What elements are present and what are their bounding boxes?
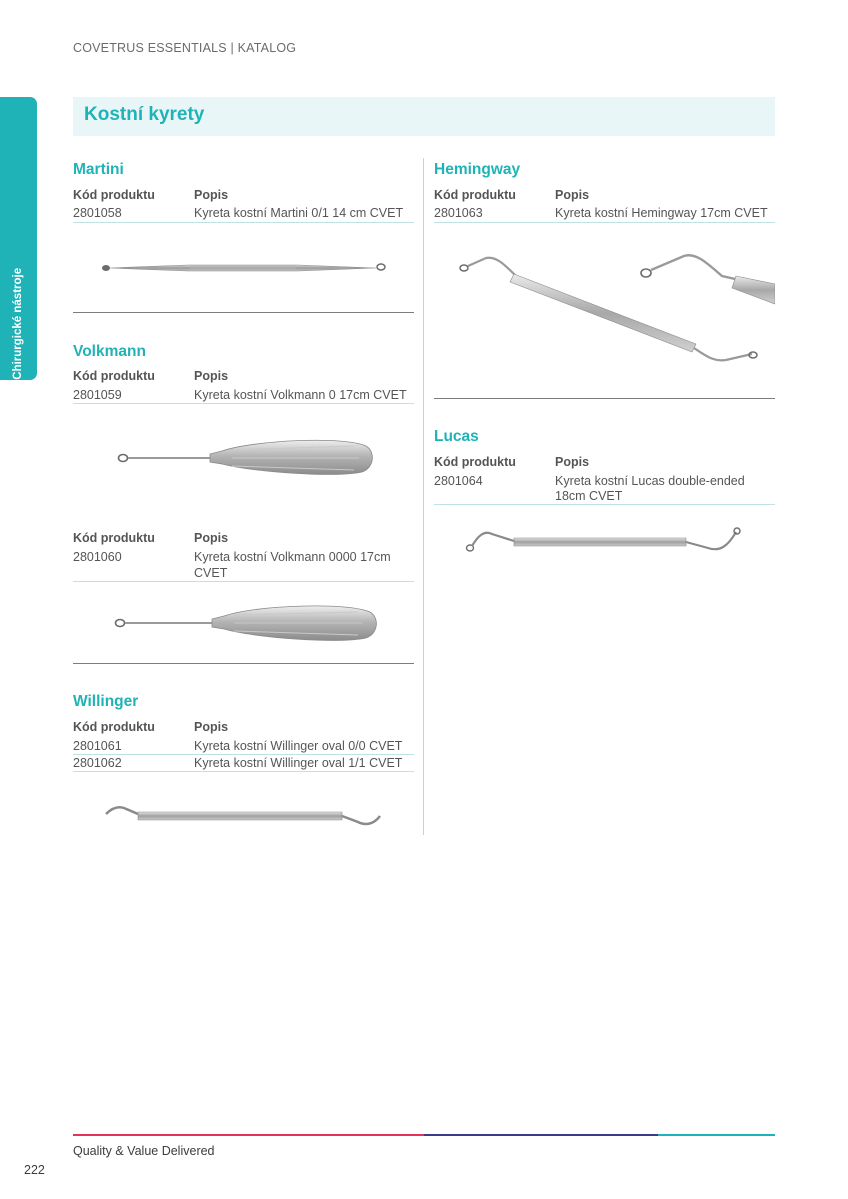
column-header-code: Kód produktu [73,531,155,545]
column-header-description: Popis [555,188,590,202]
martini-curette-image [98,256,390,280]
product-code: 2801059 [73,388,122,402]
page-title: Kostní kyrety [84,104,205,125]
column-header-description: Popis [555,455,590,469]
section-title-martini: Martini [73,161,124,178]
footer-bar-red [73,1134,424,1136]
product-description: Kyreta kostní Hemingway 17cm CVET [555,206,768,220]
row-divider [73,403,414,404]
product-code: 2801058 [73,206,122,220]
hemingway-curette-image [456,246,775,370]
section-title-lucas: Lucas [434,428,479,445]
willinger-curette-image [102,800,386,832]
footer-bar-purple [424,1134,658,1136]
column-header-description: Popis [194,369,229,383]
section-title-volkmann: Volkmann [73,343,146,360]
column-header-description: Popis [194,531,229,545]
product-description: Kyreta kostní Lucas double-ended [555,474,745,488]
product-code: 2801062 [73,756,122,770]
volkmann-curette-image [114,436,374,478]
column-divider [423,158,424,835]
row-divider [434,222,775,223]
column-header-code: Kód produktu [73,720,155,734]
footer-bar-teal [658,1134,775,1136]
row-divider [73,222,414,223]
chapter-side-tab [0,97,37,403]
column-header-code: Kód produktu [434,455,516,469]
column-header-code: Kód produktu [73,369,155,383]
row-divider [73,581,414,582]
product-description-line2: 18cm CVET [555,489,623,503]
footer-tagline: Quality & Value Delivered [73,1144,215,1158]
product-description: Kyreta kostní Volkmann 0 17cm CVET [194,388,407,402]
product-code: 2801063 [434,206,483,220]
column-header-code: Kód produktu [73,188,155,202]
product-code: 2801060 [73,550,122,564]
page-number: 222 [24,1163,45,1177]
section-title-willinger: Willinger [73,693,139,710]
column-header-code: Kód produktu [434,188,516,202]
section-divider [73,663,414,664]
product-description: Kyreta kostní Willinger oval 1/1 CVET [194,756,403,770]
section-divider [73,312,414,313]
section-title-hemingway: Hemingway [434,161,521,178]
row-divider [73,771,414,772]
product-description: Kyreta kostní Martini 0/1 14 cm CVET [194,206,404,220]
lucas-curette-image [464,526,744,558]
column-header-description: Popis [194,188,229,202]
row-divider [434,504,775,505]
product-code: 2801061 [73,739,122,753]
product-description-line2: CVET [194,566,228,580]
product-code: 2801064 [434,474,483,488]
column-header-description: Popis [194,720,229,734]
product-description: Kyreta kostní Volkmann 0000 17cm [194,550,391,564]
volkmann-curette-image [112,602,380,644]
chapter-side-tab-label: 15 | Chirurgické nástroje [12,267,24,403]
product-description: Kyreta kostní Willinger oval 0/0 CVET [194,739,403,753]
section-divider [434,398,775,399]
catalog-header: COVETRUS ESSENTIALS | KATALOG [73,41,297,55]
